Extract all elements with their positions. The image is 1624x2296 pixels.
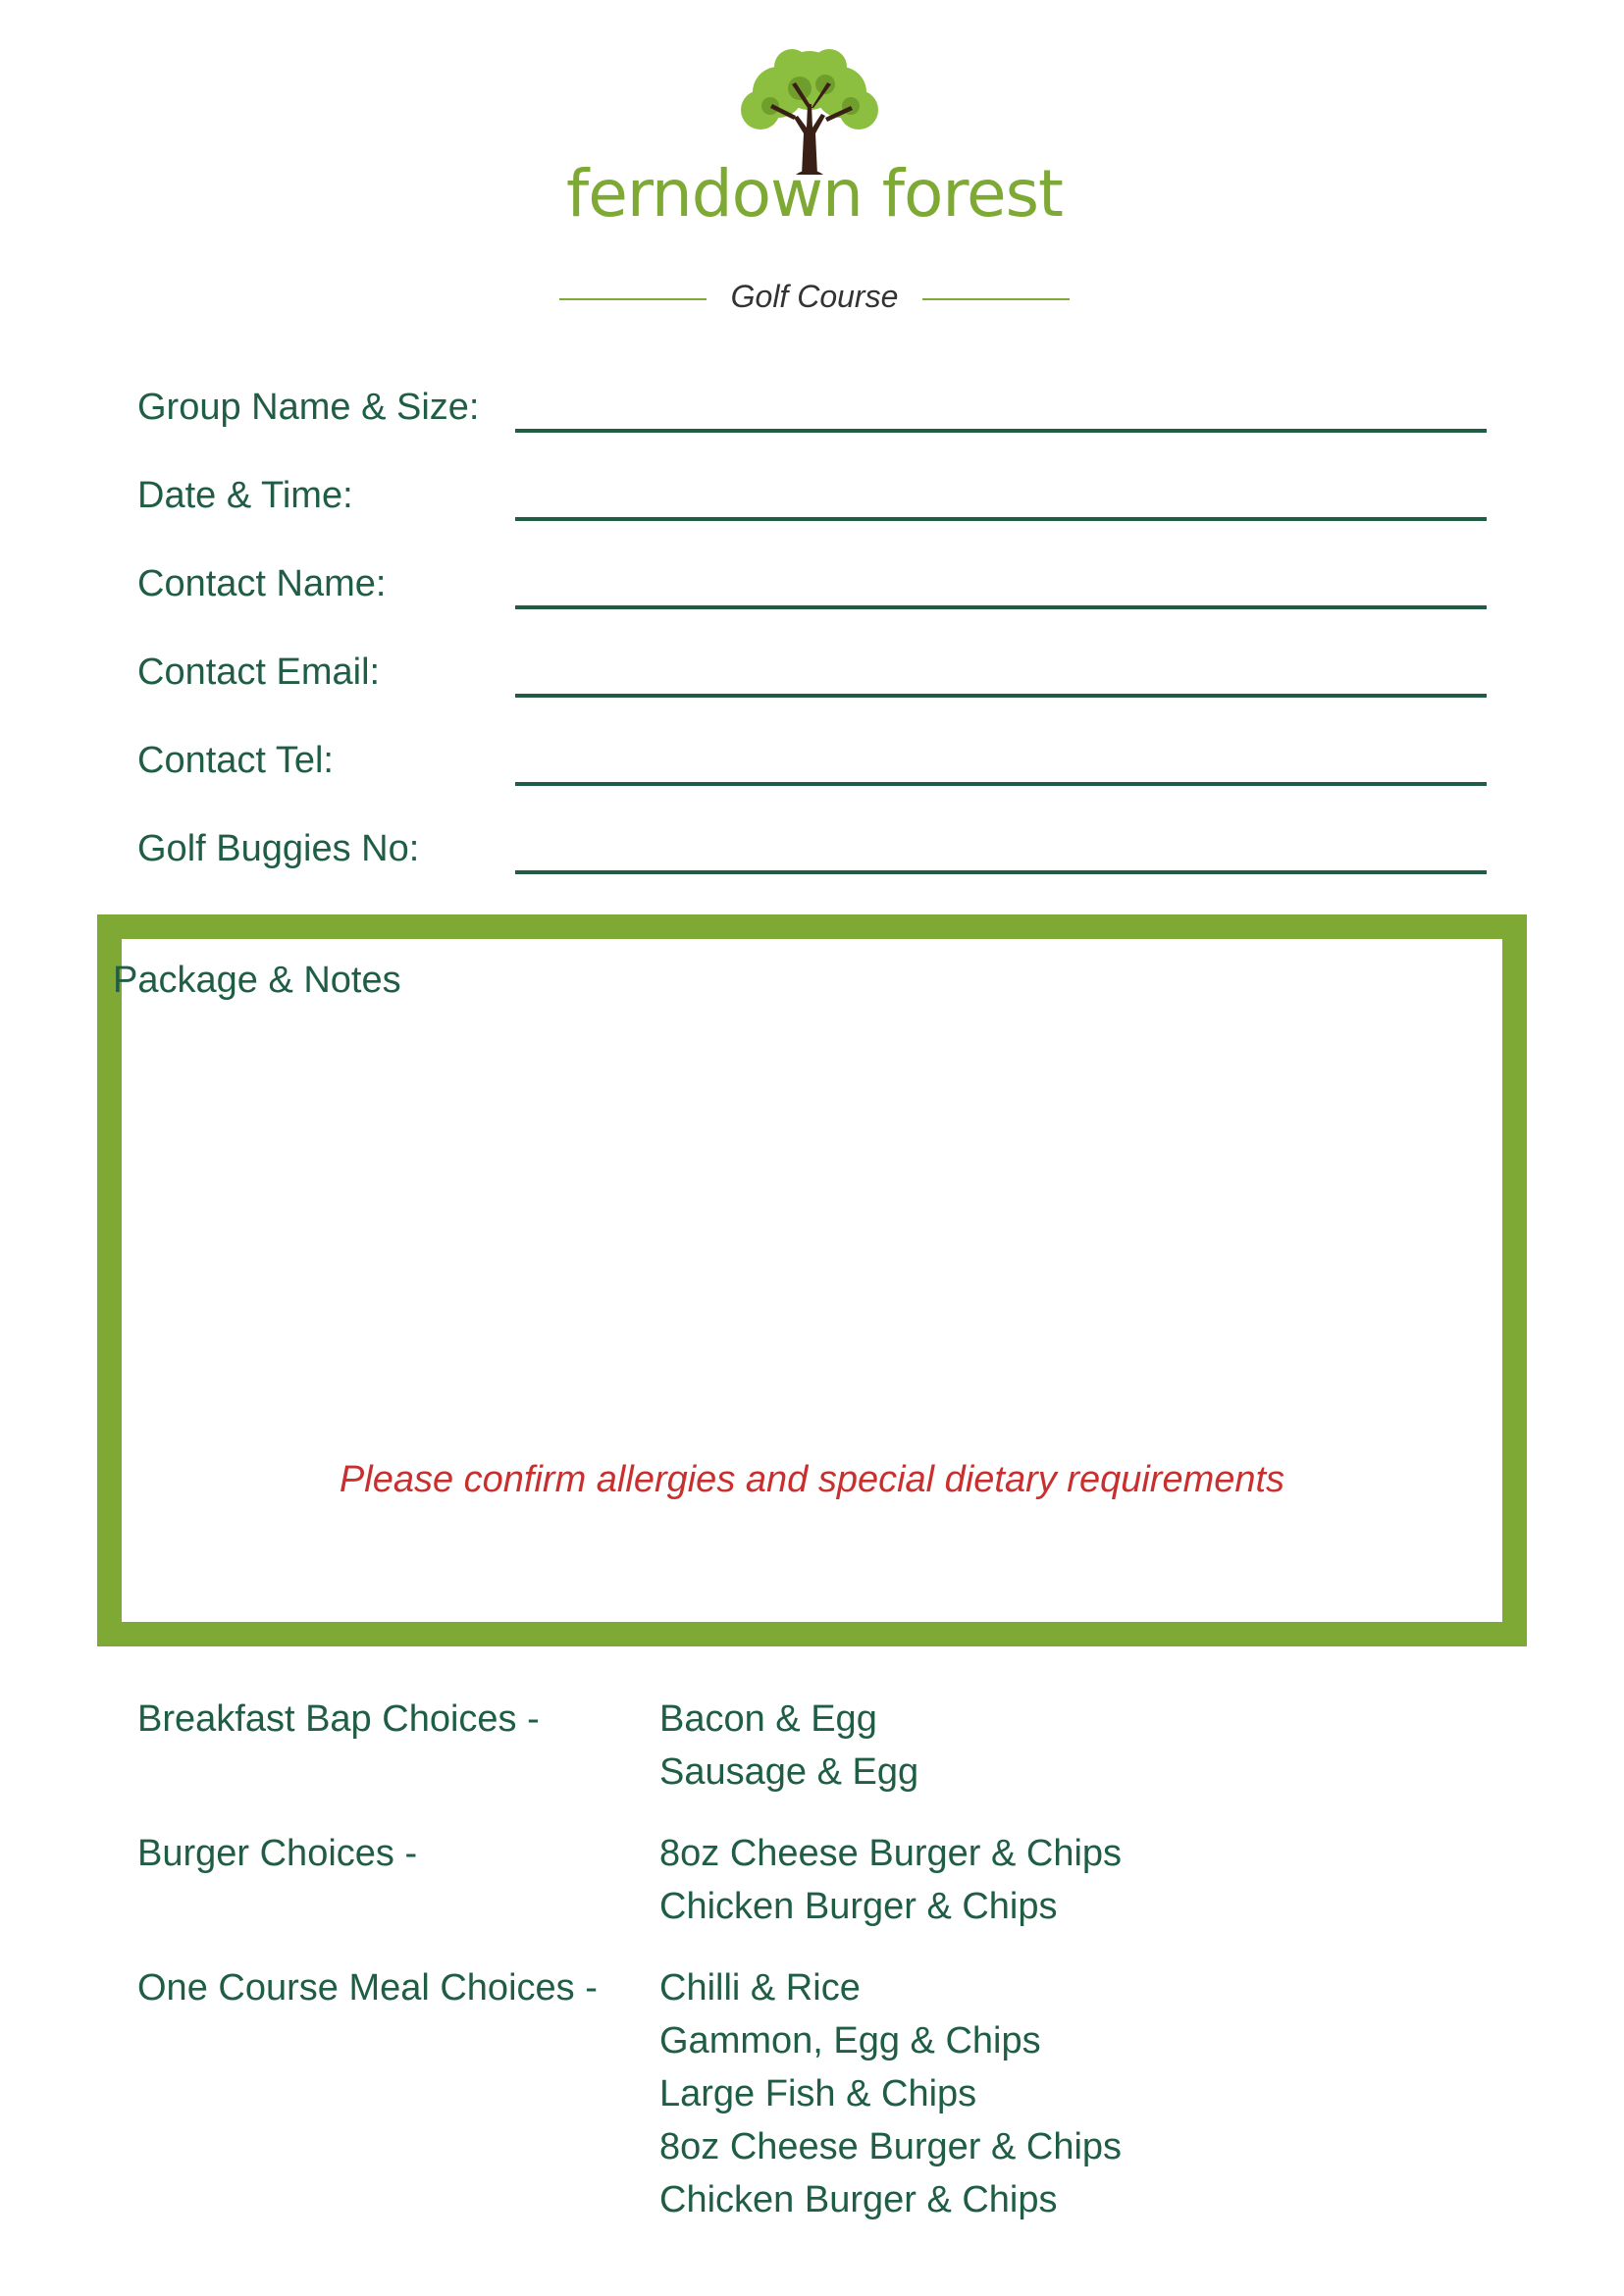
field-write-line[interactable] <box>515 605 1487 609</box>
choice-item: 8oz Cheese Burger & Chips <box>659 2126 1123 2167</box>
package-notes-box[interactable] <box>97 914 1527 1646</box>
field-write-line[interactable] <box>515 782 1487 786</box>
choice-group-title: Burger Choices - <box>137 1833 418 1874</box>
field-group-name-size[interactable] <box>137 378 1487 437</box>
choice-list <box>659 1827 1122 1933</box>
field-write-line[interactable] <box>515 517 1487 521</box>
field-write-line[interactable] <box>515 870 1487 874</box>
choice-item: Bacon & Egg <box>659 1698 877 1740</box>
logo-rule-left <box>559 298 707 300</box>
field-write-line[interactable] <box>515 429 1487 433</box>
choice-list <box>659 1961 1122 2226</box>
logo-wordmark: ferndown forest <box>566 156 1063 232</box>
field-label: Contact Name: <box>137 563 387 604</box>
field-label: Contact Tel: <box>137 740 334 781</box>
field-date-time[interactable] <box>137 466 1487 525</box>
choice-group-title: One Course Meal Choices - <box>137 1967 598 2009</box>
breakfast-bap-choices <box>137 1693 1413 1800</box>
logo-rule-right <box>922 298 1070 300</box>
field-label: Group Name & Size: <box>137 387 480 428</box>
choice-item: Large Fish & Chips <box>659 2073 977 2114</box>
choice-list <box>659 1693 918 1799</box>
field-label: Contact Email: <box>137 652 381 693</box>
package-notes-title: Package & Notes <box>113 960 401 1001</box>
field-golf-buggies-no[interactable] <box>137 819 1487 878</box>
field-label: Date & Time: <box>137 475 353 516</box>
allergy-warning: Please confirm allergies and special dietary requirements <box>339 1459 1285 1500</box>
choice-item: 8oz Cheese Burger & Chips <box>659 1833 1123 1874</box>
choice-item: Gammon, Egg & Chips <box>659 2020 1041 2061</box>
field-contact-email[interactable] <box>137 643 1487 702</box>
logo-subtitle-row <box>559 277 1070 316</box>
choice-item: Sausage & Egg <box>659 1751 919 1793</box>
choice-item: Chicken Burger & Chips <box>659 2179 1058 2220</box>
logo-subtitle: Golf Course <box>730 279 899 314</box>
field-write-line[interactable] <box>515 694 1487 698</box>
logo <box>550 49 1079 314</box>
choice-item: Chicken Burger & Chips <box>659 1886 1058 1927</box>
choice-item: Chilli & Rice <box>659 1967 861 2009</box>
field-label: Golf Buggies No: <box>137 828 420 869</box>
burger-choices <box>137 1827 1413 1935</box>
field-contact-tel[interactable] <box>137 731 1487 790</box>
one-course-meal-choices <box>137 1961 1413 2231</box>
choice-group-title: Breakfast Bap Choices - <box>137 1698 540 1740</box>
field-contact-name[interactable] <box>137 554 1487 613</box>
